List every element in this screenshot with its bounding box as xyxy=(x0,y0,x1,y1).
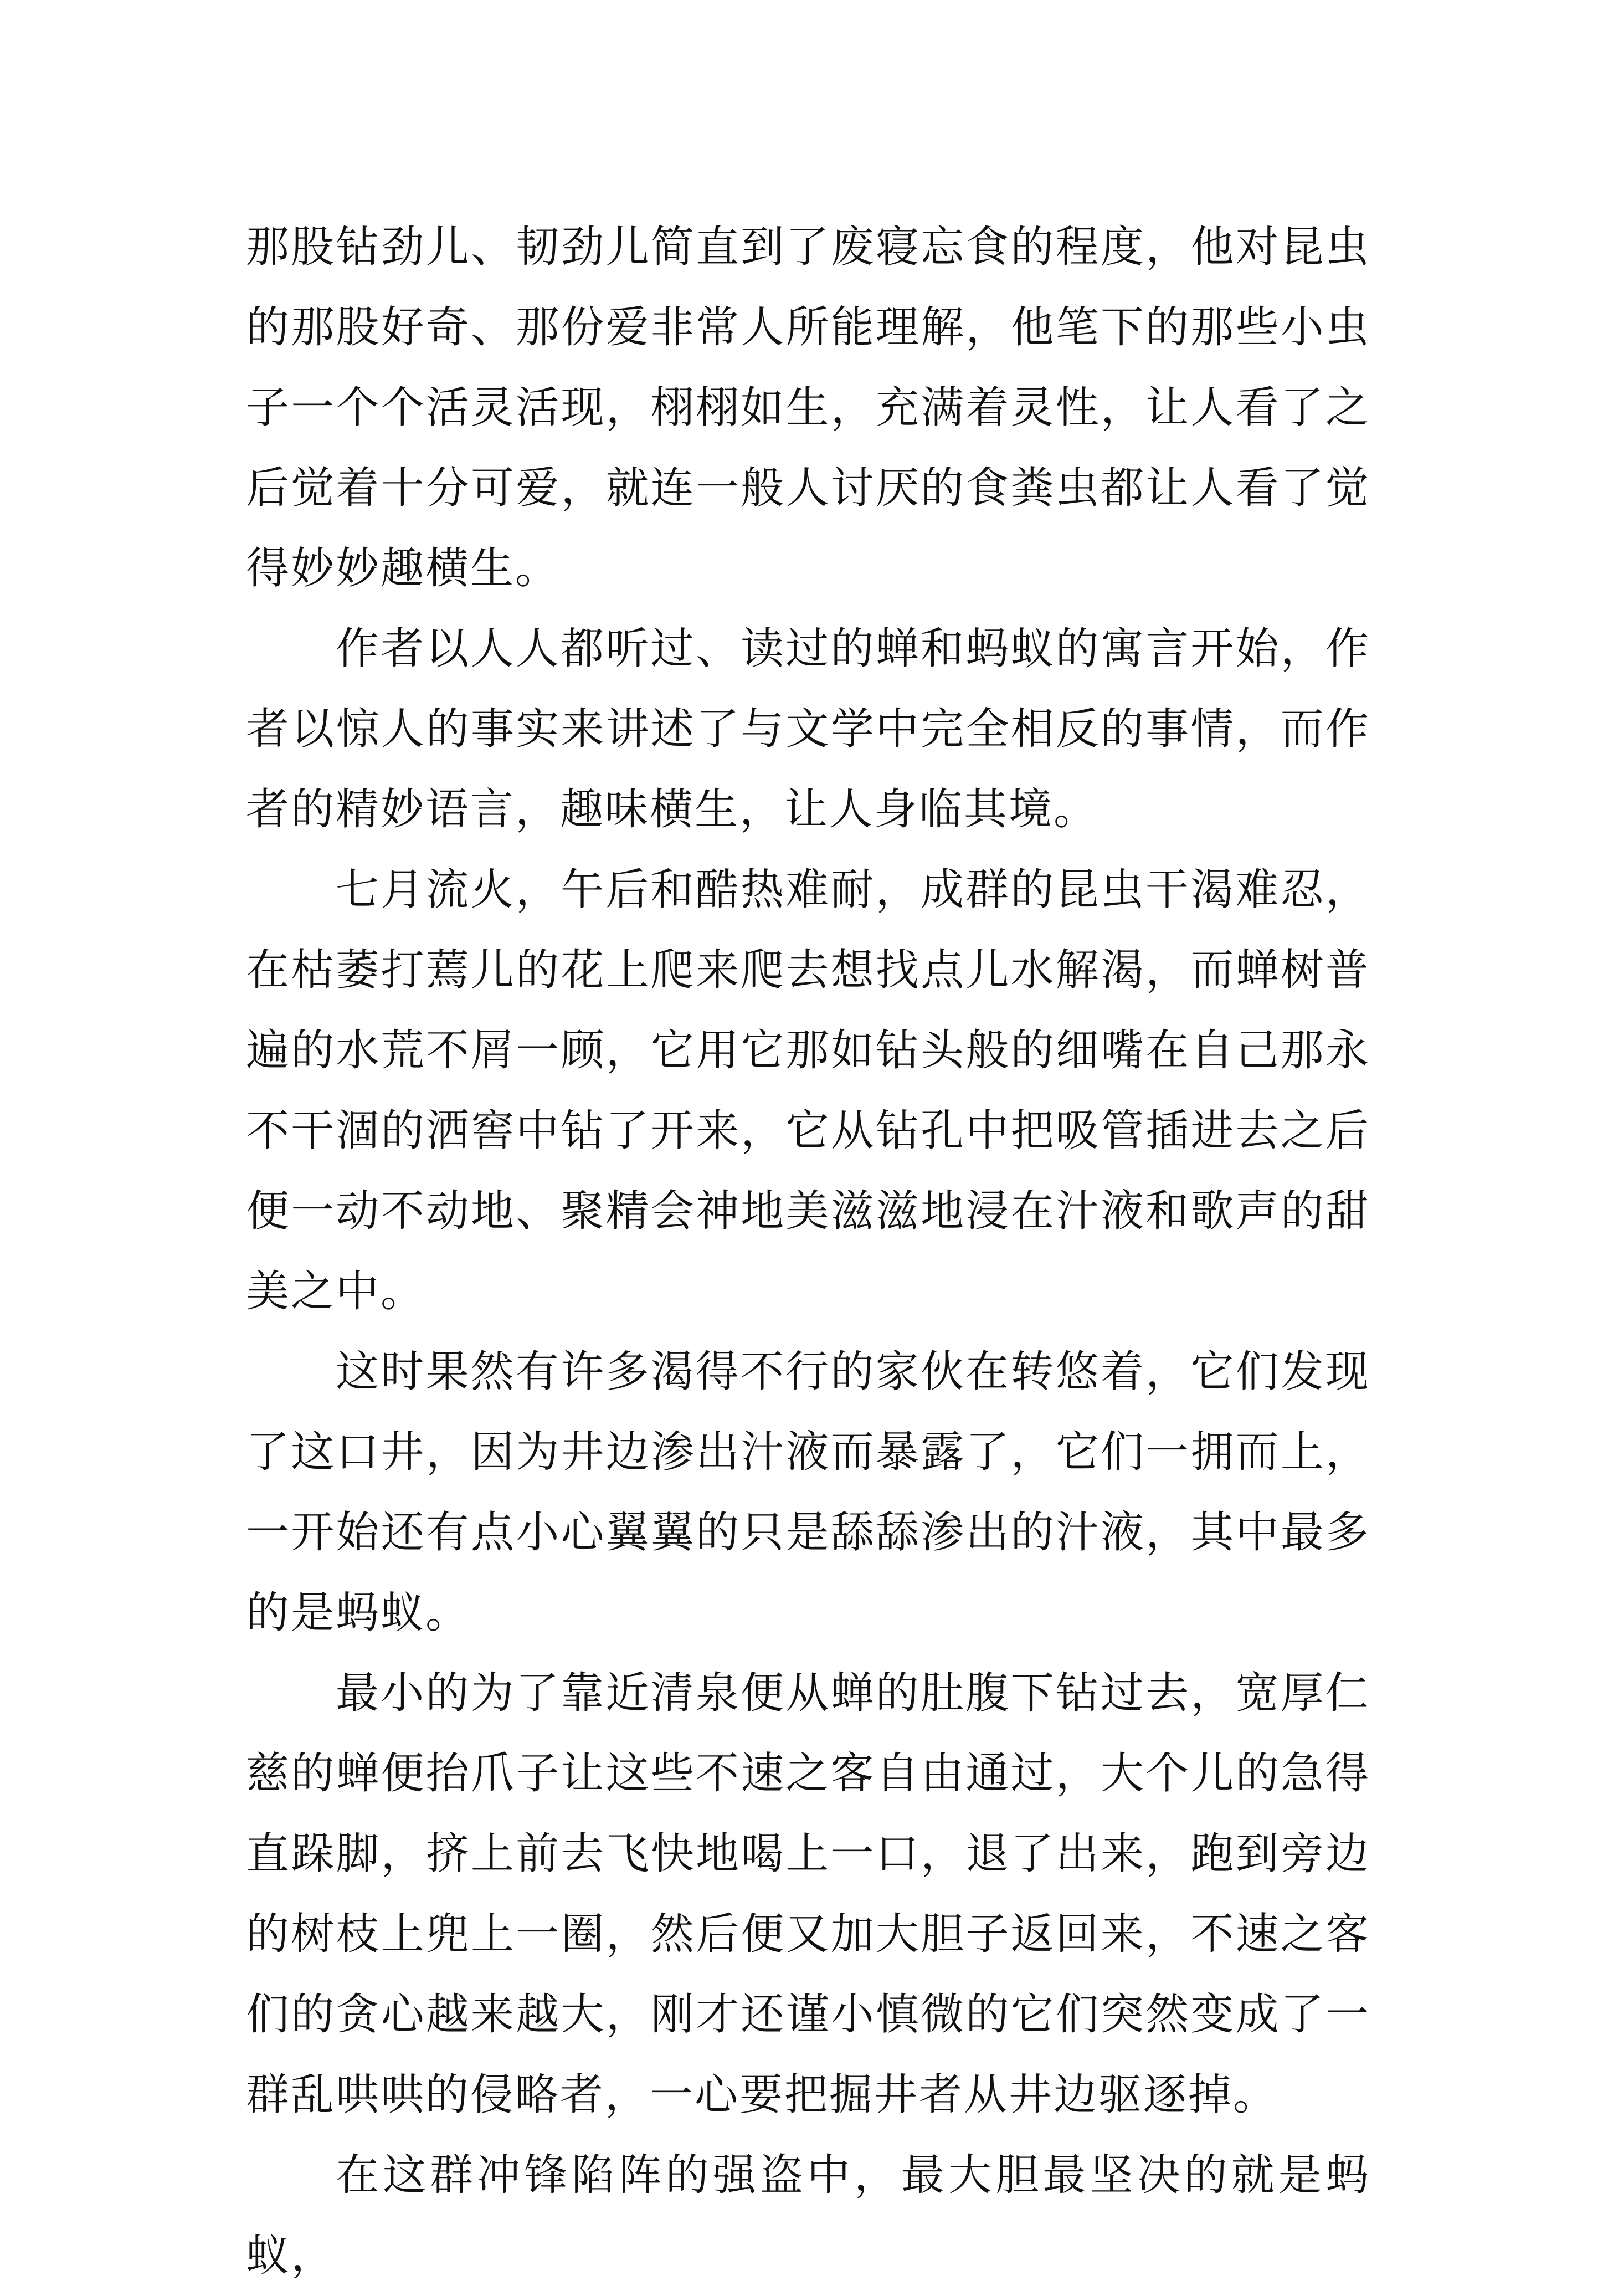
paragraph-4: 这时果然有许多渴得不行的家伙在转悠着，它们发现了这口井，因为井边渗出汁液而暴露了，它们一拥而上，一开始还有点小心翼翼的只是舔舔渗出的汁液，其中最多的是蚂蚁。 xyxy=(246,1347,1370,1638)
paragraph-5: 最小的为了靠近清泉便从蝉的肚腹下钻过去，宽厚仁慈的蝉便抬爪子让这些不速之客自由通过，大个儿的急得直跺脚，挤上前去飞快地喝上一口，退了出来，跑到旁边的树枝上兜上一圈，然后便又加大胆子返回来，不速之客们的贪心越来越大，刚才还谨小慎微的它们突然变成了一群乱哄哄的侵略者，一心要把掘井者从井边驱逐掉。 xyxy=(246,1668,1370,2120)
body-text xyxy=(246,207,1370,2296)
paragraph-6: 在这群冲锋陷阵的强盗中，最大胆最坚决的就是蚂蚁， xyxy=(246,2150,1370,2280)
paragraph-1: 那股钻劲儿、韧劲儿简直到了废寝忘食的程度，他对昆虫的那股好奇、那份爱非常人所能理解，他笔下的那些小虫子一个个活灵活现，栩栩如生，充满着灵性，让人看了之后觉着十分可爱，就连一般人讨厌的食粪虫都让人看了觉得妙妙趣横生。 xyxy=(246,222,1370,593)
paragraph-2: 作者以人人都听过、读过的蝉和蚂蚁的寓言开始，作者以惊人的事实来讲述了与文学中完全相反的事情，而作者的精妙语言，趣味横生，让人身临其境。 xyxy=(246,624,1370,834)
paragraph-3: 七月流火，午后和酷热难耐，成群的昆虫干渴难忍，在枯萎打蔫儿的花上爬来爬去想找点儿水解渴，而蝉树普遍的水荒不屑一顾，它用它那如钻头般的细嘴在自己那永不干涸的洒窖中钻了开来，它从钻孔中把吸管插进去之后便一动不动地、聚精会神地美滋滋地浸在汁液和歌声的甜美之中。 xyxy=(246,865,1370,1316)
